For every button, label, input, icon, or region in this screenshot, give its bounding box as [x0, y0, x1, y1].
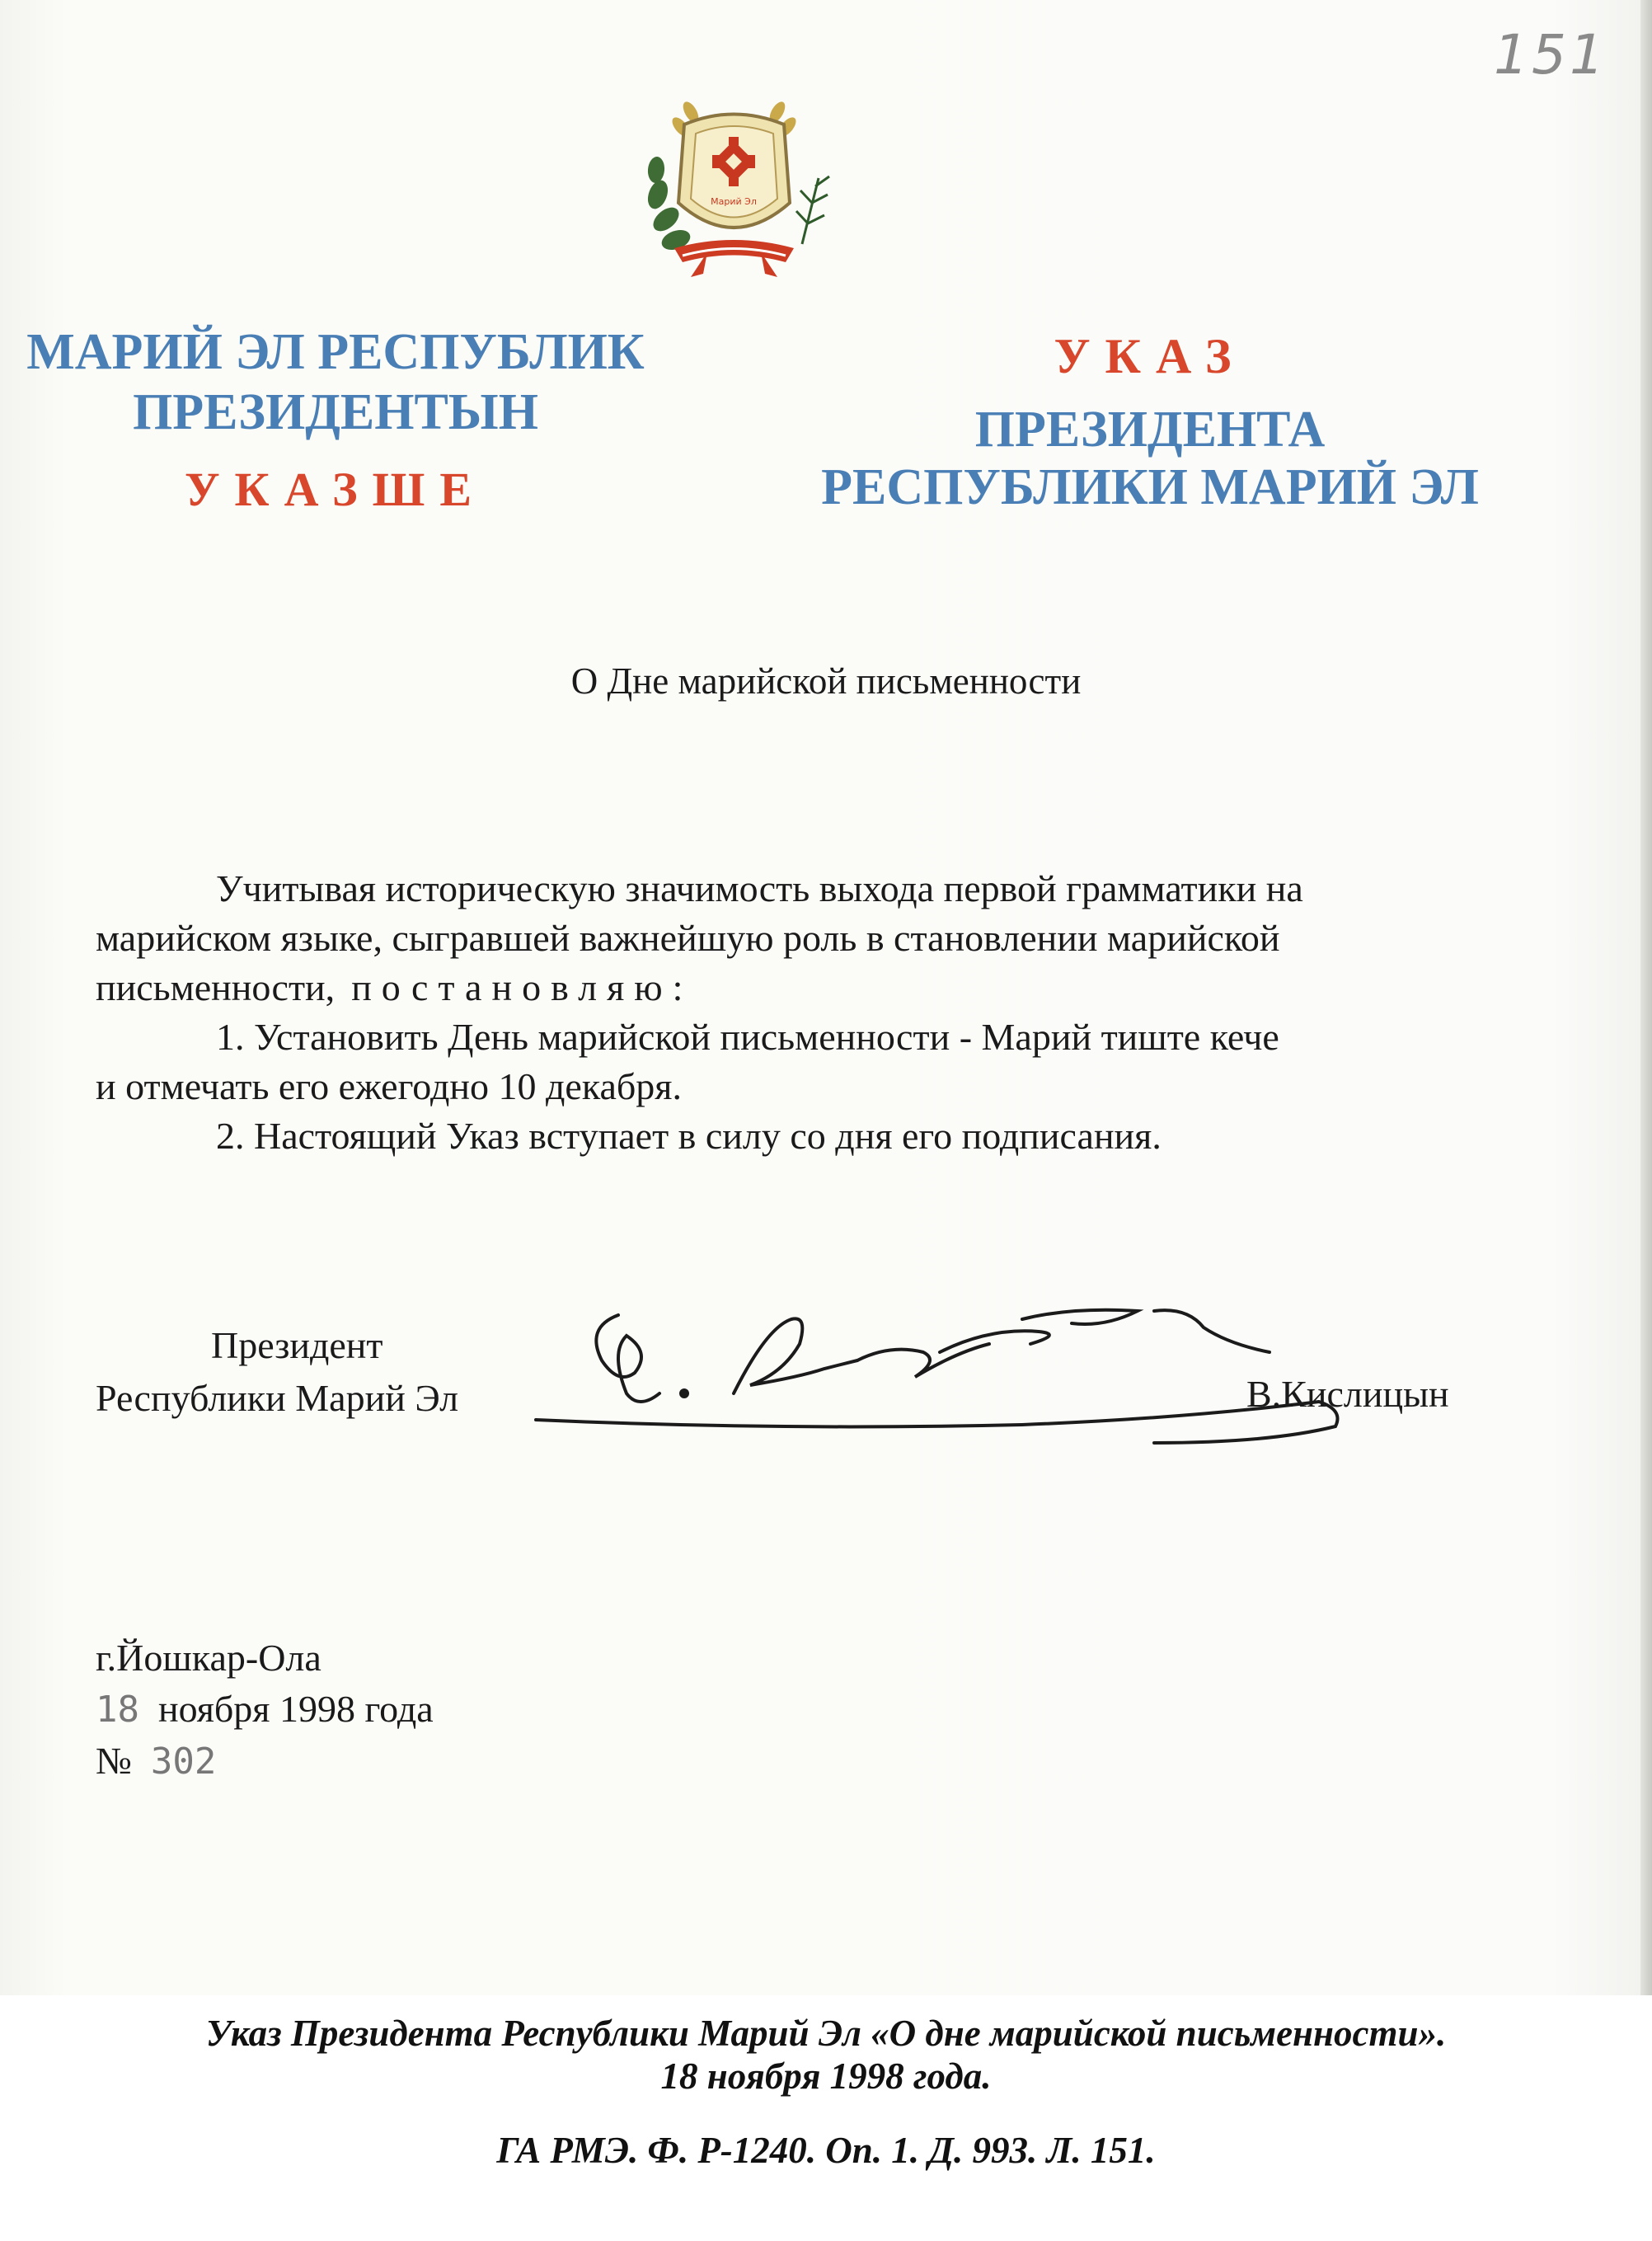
header-right-line2: ПРЕЗИДЕНТА — [974, 402, 1326, 458]
decree-item-1 — [96, 1012, 1497, 1111]
signatory-position-line2: Республики Марий Эл — [96, 1377, 459, 1419]
preamble-line2: марийском языке, сыгравшей важнейшую роль в становлении марийской — [96, 917, 1280, 959]
place-of-signing: г.Йошкар-Ола — [96, 1637, 321, 1679]
signing-date — [96, 1684, 434, 1736]
item1-line1: 1. Установить День марийской письменности - Марий тиште кече — [216, 1016, 1279, 1058]
caption-archive-reference: ГА РМЭ. Ф. Р-1240. Оп. 1. Д. 993. Л. 151. — [496, 2130, 1156, 2171]
signatory-position — [96, 1319, 458, 1425]
caption-line2: 18 ноября 1998 года. — [660, 2055, 992, 2097]
number-sign: № — [96, 1740, 132, 1782]
coat-of-arms-icon — [633, 79, 835, 281]
header-right-line1: УКАЗ — [1054, 329, 1246, 383]
number-value-stamp: 302 — [150, 1741, 217, 1783]
item1-line2: и отмечать его ежегодно 10 декабря. — [96, 1065, 682, 1107]
date-day-stamp: 18 — [96, 1689, 139, 1731]
svg-text:Марий Эл: Марий Эл — [711, 196, 757, 207]
header-right-line3: РЕСПУБЛИКИ МАРИЙ ЭЛ — [821, 459, 1479, 515]
item2-line1: 2. Настоящий Указ вступает в силу со дня его подписания. — [216, 1115, 1162, 1157]
preamble — [96, 864, 1497, 1012]
decree-title: О Дне марийской письменности — [570, 660, 1082, 702]
date-rest: ноября 1998 года — [157, 1688, 434, 1730]
decree-number — [96, 1736, 434, 1788]
signatory-name: В.Кислицын — [1246, 1373, 1449, 1415]
decree-item-2 — [96, 1111, 1497, 1161]
header-left-line3: УКАЗШЕ — [184, 463, 487, 516]
preamble-line3-start: письменности, — [96, 966, 336, 1008]
signatory-position-line1: Президент — [211, 1324, 383, 1366]
preamble-line3 — [96, 963, 1497, 1012]
decree-operative-word: постановляю: — [351, 966, 693, 1008]
archive-folio-number: 151 — [1494, 23, 1607, 87]
handwritten-signature — [528, 1294, 1352, 1468]
header-left-line2: ПРЕЗИДЕНТЫН — [133, 384, 538, 440]
caption-line1: Указ Президента Республики Марий Эл «О дне марийской письменности». — [205, 2013, 1447, 2054]
place-date-number — [96, 1633, 434, 1788]
preamble-line1: Учитывая историческую значимость выхода первой грамматики на — [216, 867, 1303, 909]
header-left-line1: МАРИЙ ЭЛ РЕСПУБЛИК — [26, 324, 645, 380]
sheet-edge — [1640, 0, 1652, 1995]
